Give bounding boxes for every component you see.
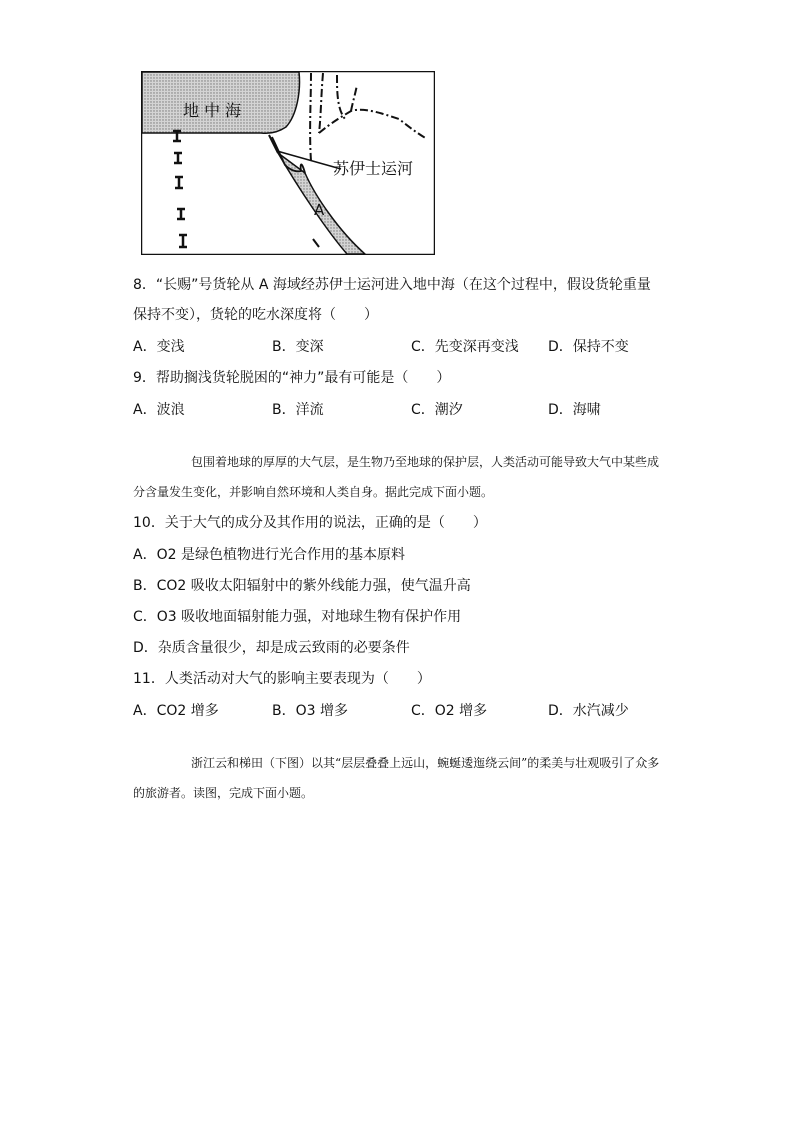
q10-option-b[interactable]: B．CO2 吸收太阳辐射中的紫外线能力强，使气温升高 bbox=[133, 578, 471, 594]
question-8-options bbox=[133, 337, 693, 357]
q9-option-c[interactable]: C．潮汐 bbox=[411, 402, 463, 418]
q10-option-d[interactable]: D．杂质含量很少，却是成云致雨的必要条件 bbox=[133, 640, 410, 656]
question-9-options bbox=[133, 400, 693, 420]
q11-option-c[interactable]: C．O2 增多 bbox=[411, 703, 488, 719]
question-8-text-line-1: 8．“长赐”号货轮从 A 海域经苏伊士运河进入地中海（在这个过程中，假设货轮重量 bbox=[133, 277, 651, 293]
q10-option-c[interactable]: C．O3 吸收地面辐射能力强，对地球生物有保护作用 bbox=[133, 609, 462, 625]
q8-option-d[interactable]: D．保持不变 bbox=[548, 339, 629, 355]
question-9-text: 9．帮助搁浅货轮脱困的“神力”最有可能是（ ） bbox=[133, 370, 451, 386]
question-10-text: 10．关于大气的成分及其作用的说法，正确的是（ ） bbox=[133, 515, 487, 531]
map-label-a-area: A bbox=[314, 201, 325, 219]
q9-option-b[interactable]: B．洋流 bbox=[272, 402, 324, 418]
question-11-text: 11．人类活动对大气的影响主要表现为（ ） bbox=[133, 671, 431, 687]
question-11-options bbox=[133, 701, 693, 721]
passage-terraces: 浙江云和梯田（下图）以其“层层叠叠上远山，蜿蜒逶迤绕云间”的柔美与壮观吸引了众多的旅游者。读图，完成下面小题。 bbox=[133, 756, 660, 800]
question-8-text-line-2: 保持不变），货轮的吃水深度将（ ） bbox=[133, 307, 378, 323]
map-drawing bbox=[141, 71, 435, 255]
q11-option-b[interactable]: B．O3 增多 bbox=[272, 703, 348, 719]
q9-option-d[interactable]: D．海啸 bbox=[548, 402, 601, 418]
q8-option-a[interactable]: A．变浅 bbox=[133, 339, 185, 355]
map-label-mediterranean: 地 中 海 bbox=[183, 101, 242, 120]
q8-option-c[interactable]: C．先变深再变浅 bbox=[411, 339, 519, 355]
passage-atmosphere: 包围着地球的厚厚的大气层，是生物乃至地球的保护层，人类活动可能导致大气中某些成分含量发生变化，并影响自然环境和人类自身。据此完成下面小题。 bbox=[133, 455, 660, 499]
q8-option-b[interactable]: B．变深 bbox=[272, 339, 324, 355]
q9-option-a[interactable]: A．波浪 bbox=[133, 402, 185, 418]
map-label-suez-canal: 苏伊士运河 bbox=[333, 159, 414, 178]
q11-option-a[interactable]: A．CO2 增多 bbox=[133, 703, 219, 719]
q10-option-a[interactable]: A．O2 是绿色植物进行光合作用的基本原料 bbox=[133, 547, 405, 563]
suez-map-figure bbox=[141, 71, 435, 255]
q11-option-d[interactable]: D．水汽减少 bbox=[548, 703, 629, 719]
